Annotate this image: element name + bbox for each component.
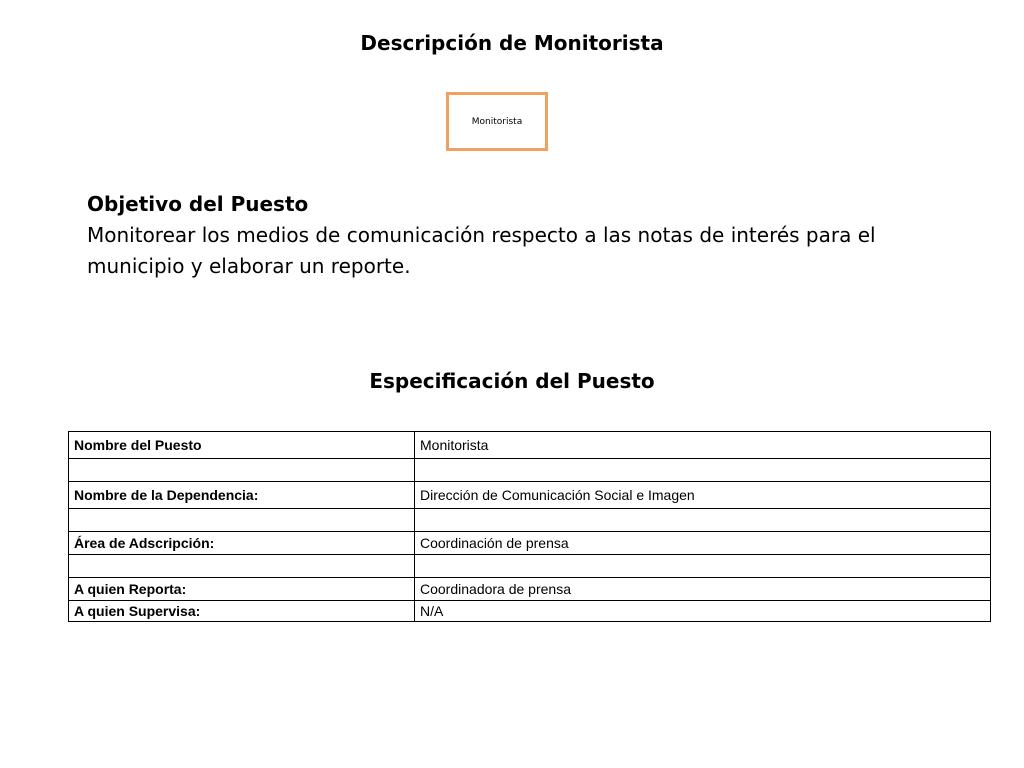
page-title: Descripción de Monitorista [360,31,664,55]
row-value [415,459,991,482]
row-label: Área de Adscripción: [69,532,415,555]
row-label [69,555,415,578]
row-label: Nombre del Puesto [69,432,415,459]
row-value: Dirección de Comunicación Social e Imagen [415,482,991,509]
table-row [69,432,991,459]
specification-table [68,431,991,622]
table-row [69,555,991,578]
org-chart-box [446,92,548,151]
row-value: Coordinadora de prensa [415,578,991,601]
specification-title: Especificación del Puesto [369,369,655,393]
table-row [69,509,991,532]
row-label: A quien Supervisa: [69,601,415,622]
row-label: A quien Reporta: [69,578,415,601]
table-row [69,601,991,622]
row-value [415,509,991,532]
row-label: Nombre de la Dependencia: [69,482,415,509]
table-row [69,578,991,601]
objective-text: Monitorear los medios de comunicación respecto a las notas de interés para el municipio y elaborar un reporte. [87,223,876,278]
objective-heading: Objetivo del Puesto [87,192,309,216]
row-value: N/A [415,601,991,622]
row-value: Monitorista [415,432,991,459]
row-label [69,459,415,482]
row-value [415,555,991,578]
table-row [69,482,991,509]
org-chart-box-label: Monitorista [471,116,523,127]
table-row [69,532,991,555]
row-label [69,509,415,532]
table-row [69,459,991,482]
row-value: Coordinación de prensa [415,532,991,555]
objective-section [87,189,947,282]
